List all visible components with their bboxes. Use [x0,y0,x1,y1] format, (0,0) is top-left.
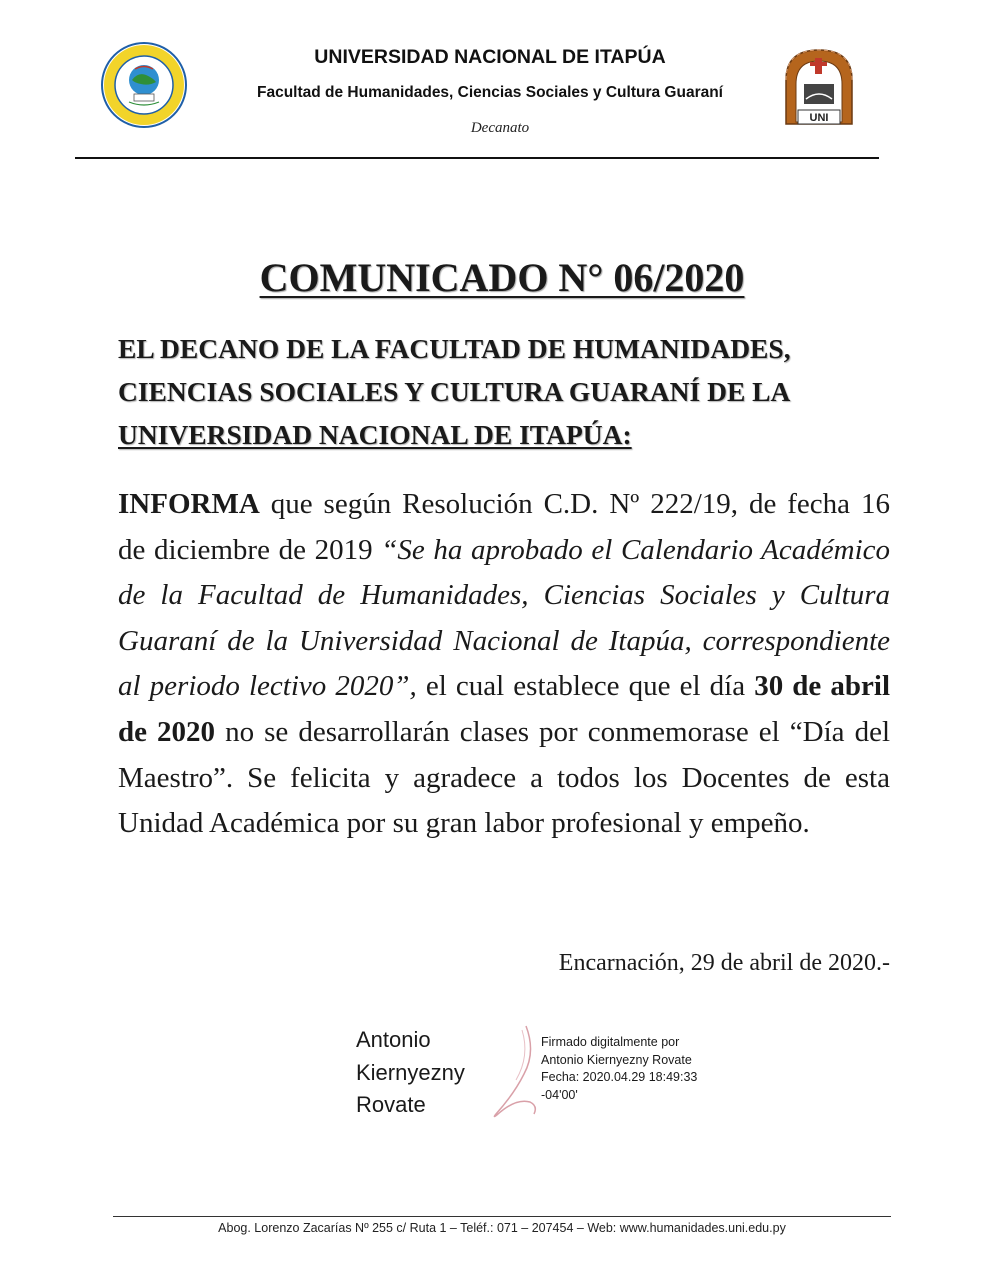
document-title: COMUNICADO N° 06/2020 [259,255,745,300]
signer-name-line-1: Antonio [356,1027,431,1052]
sig-info-line-2: Antonio Kiernyezny Rovate [541,1052,692,1067]
signer-name [356,1024,506,1122]
lead-heading [118,327,890,456]
body-part-1: que según Resolución C.D. Nº 222/19, de fecha 16 de diciembre de 2019 [118,488,890,566]
body-part-2: el cual establece que el día [416,670,755,703]
lead-line-1: EL DECANO DE LA FACULTAD DE HUMANIDADES, [118,333,791,364]
informa-keyword: INFORMA [118,488,260,520]
office-name: Decanato [470,120,530,136]
crest-label: UNI [809,112,829,124]
footer-address: Abog. Lorenzo Zacarías Nº 255 c/ Ruta 1 – Teléf.: 071 – 207454 – Web: www.humanidades.uni.edu.py [218,1221,786,1235]
sig-info-line-1: Firmado digitalmente por [541,1035,680,1049]
university-name: UNIVERSIDAD NACIONAL DE ITAPÚA [314,46,666,68]
sig-info-line-4: -04'00' [541,1087,578,1102]
place-date: Encarnación, 29 de abril de 2020.- [558,950,890,976]
sig-info-line-3: Fecha: 2020.04.29 18:49:33 [541,1070,698,1084]
lead-line-3: UNIVERSIDAD NACIONAL DE ITAPÚA: [118,419,632,450]
faculty-crest-right [780,44,858,130]
holiday-date: 30 de abril de 2020 [118,670,891,748]
header-rule [75,157,879,159]
digital-signature-info [541,1034,771,1104]
footer-rule [113,1216,891,1217]
resolution-quote: “Se ha aprobado el Calendario Académico de la Facultad de Humanidades, Ciencias Sociales y Cultura Guaraní de la Universidad Nacional de Itapúa, correspondiente al periodo lectivo 2020”, [118,533,891,703]
faculty-name: Facultad de Humanidades, Ciencias Sociales y Cultura Guaraní [256,84,723,101]
signer-name-line-3: Rovate [356,1092,426,1117]
signer-name-line-2: Kiernyezny [356,1059,465,1085]
body-part-3: no se desarrollarán clases por conmemorase el “Día del Maestro”. Se felicita y agradece a todos los Docentes de esta Unidad Académica por su gran labor profesional y empeño. [118,715,891,840]
lead-line-2: CIENCIAS SOCIALES Y CULTURA GUARANÍ DE LA [118,376,791,407]
body-paragraph [118,482,890,847]
digital-signature-icon [486,1022,546,1122]
university-seal-left [101,42,187,128]
